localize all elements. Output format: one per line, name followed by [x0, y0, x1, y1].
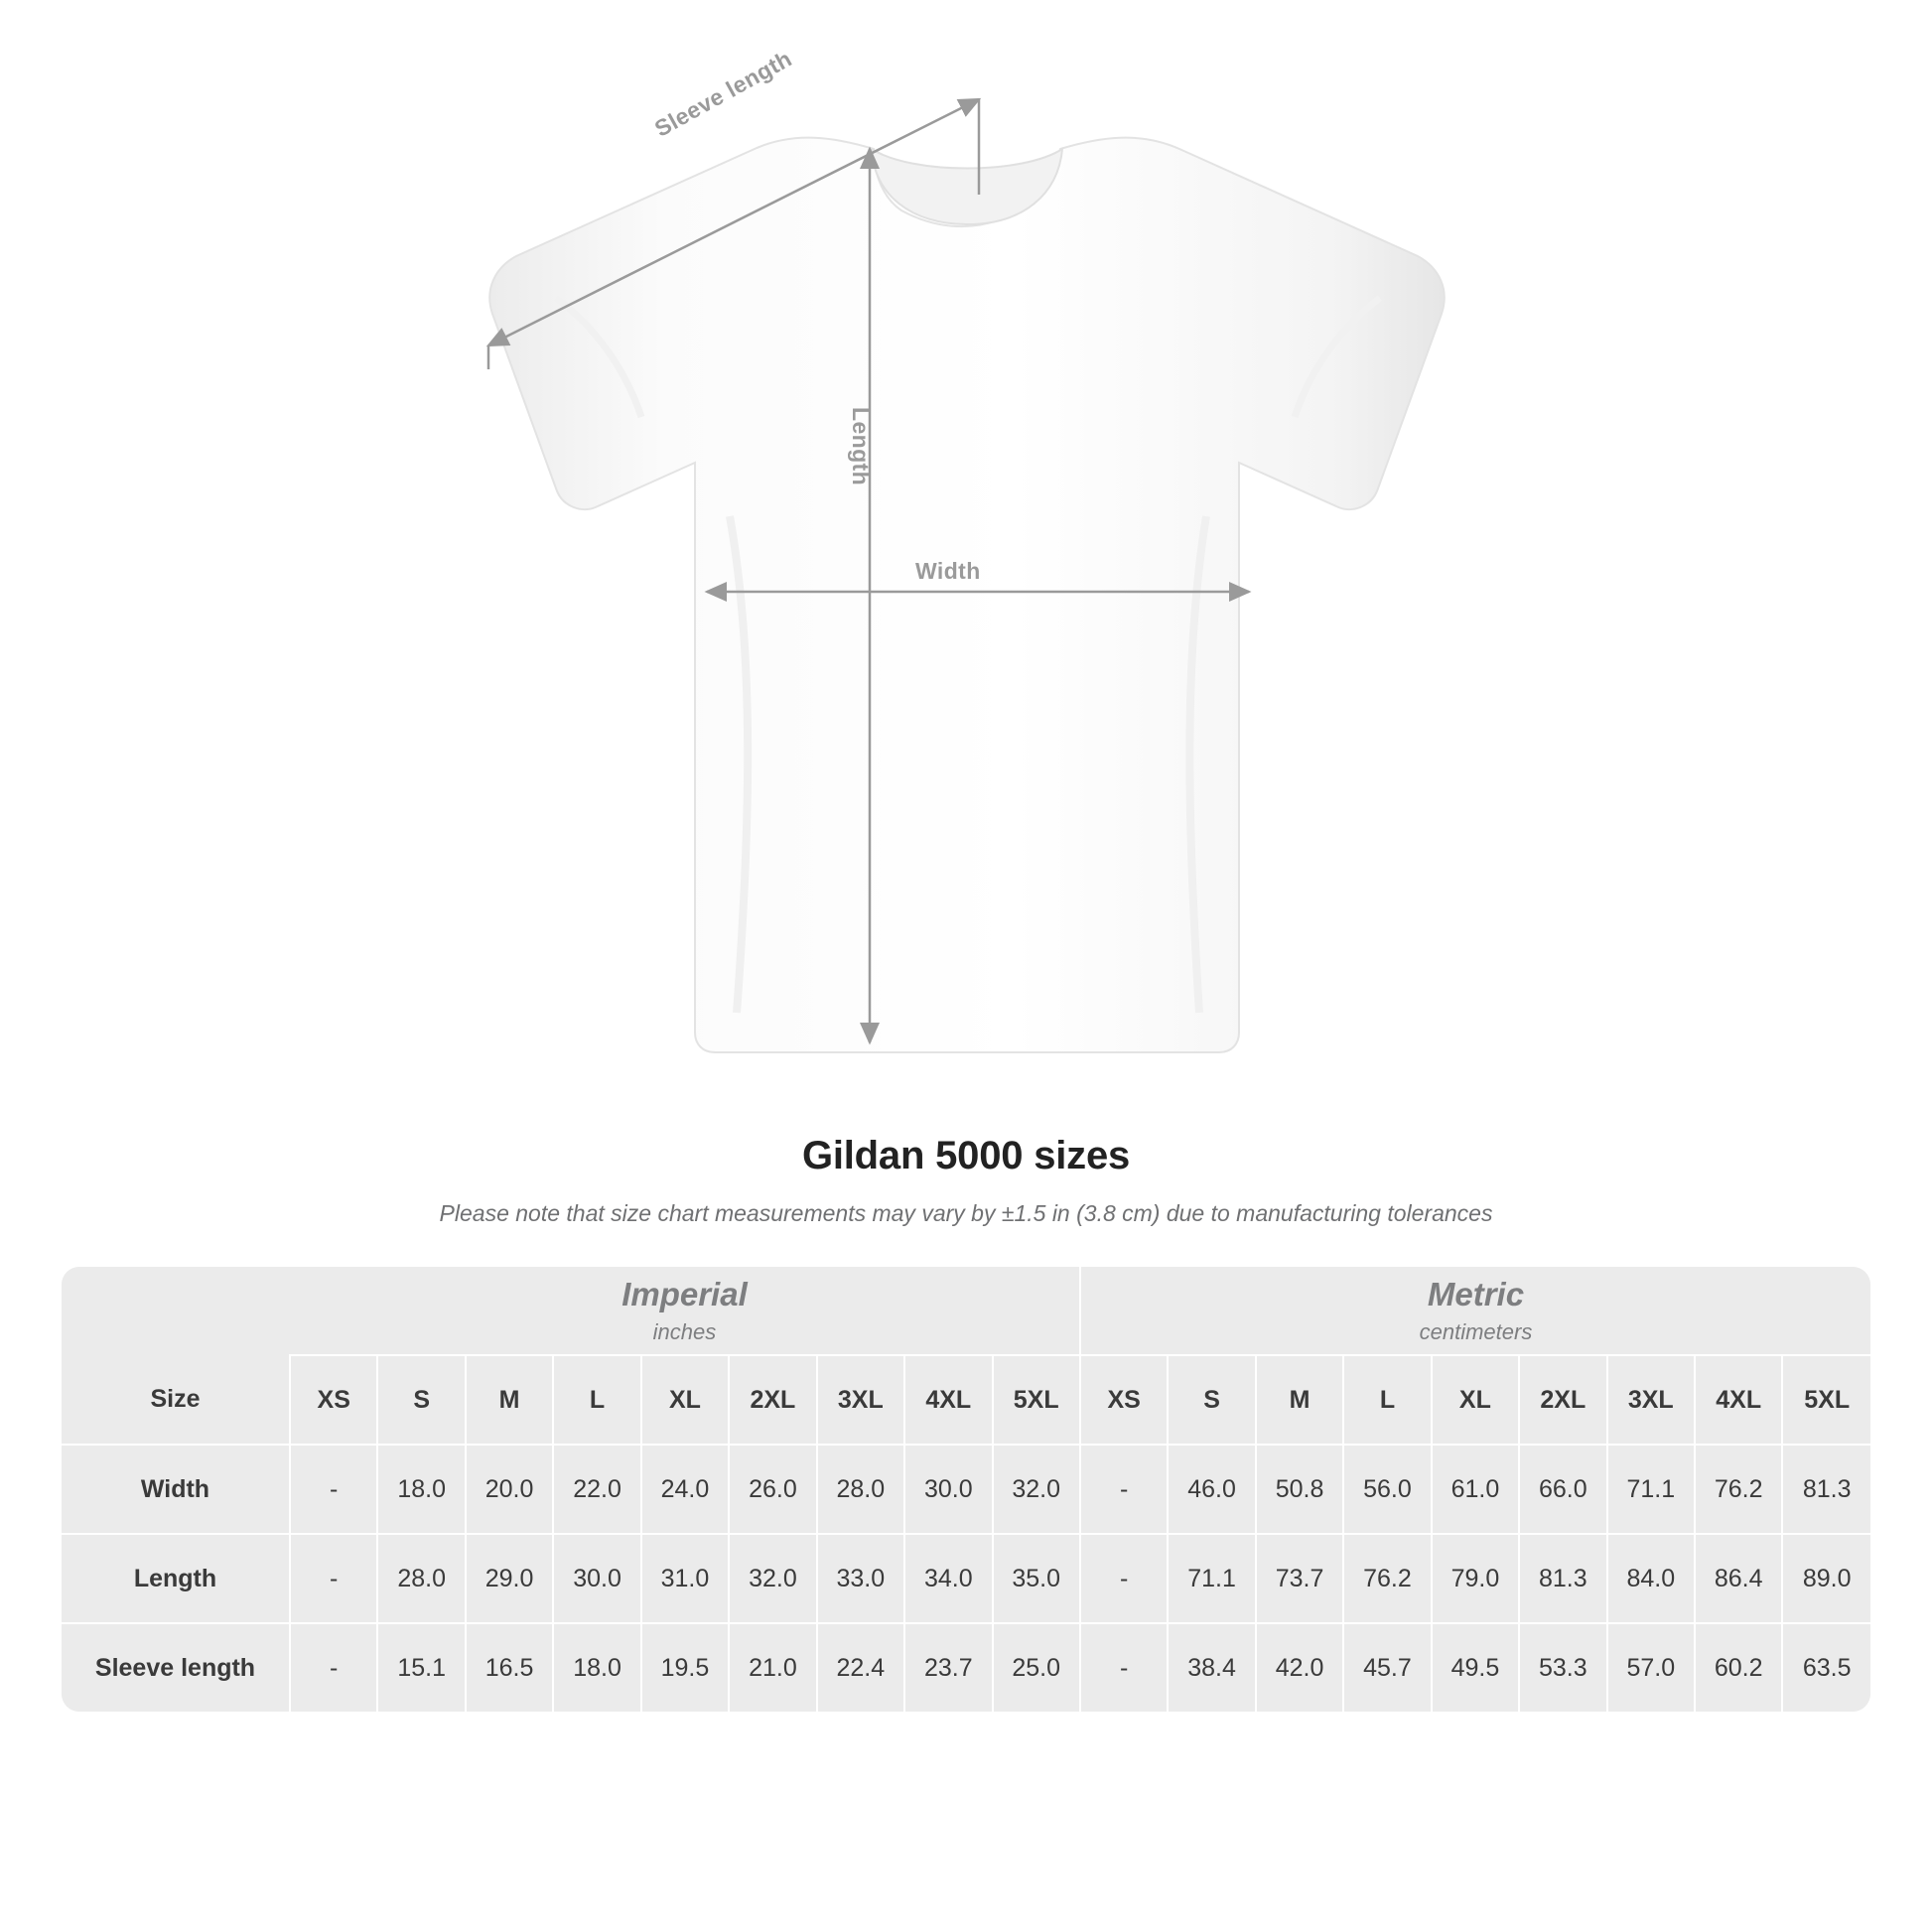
measurement-cell: 81.3	[1782, 1445, 1870, 1534]
measurement-cell: 21.0	[729, 1623, 816, 1712]
measurement-cell: 50.8	[1256, 1445, 1343, 1534]
measurement-cell: 49.5	[1432, 1623, 1519, 1712]
measurement-cell: 30.0	[553, 1534, 640, 1623]
measurement-cell: 28.0	[377, 1534, 465, 1623]
measurement-cell: 61.0	[1432, 1445, 1519, 1534]
measurement-cell: 60.2	[1695, 1623, 1782, 1712]
measurement-cell: -	[1080, 1623, 1168, 1712]
size-column-header: S	[377, 1355, 465, 1445]
measurement-cell: 15.1	[377, 1623, 465, 1712]
table-row	[62, 1623, 1870, 1712]
measurement-cell: 34.0	[904, 1534, 992, 1623]
page-title: Gildan 5000 sizes	[801, 1134, 1131, 1177]
measurement-cell: 63.5	[1782, 1623, 1870, 1712]
measurement-cell: 45.7	[1343, 1623, 1431, 1712]
measurement-cell: 16.5	[466, 1623, 553, 1712]
size-header-row	[62, 1355, 1870, 1445]
unit-name: Imperial	[621, 1276, 748, 1313]
measurement-cell: 29.0	[466, 1534, 553, 1623]
table-row	[62, 1445, 1870, 1534]
measurement-cell: 71.1	[1168, 1534, 1255, 1623]
measurement-cell: 56.0	[1343, 1445, 1431, 1534]
measurement-cell: 84.0	[1607, 1534, 1695, 1623]
length-label: Length	[848, 407, 874, 486]
width-label: Width	[915, 558, 981, 584]
measurement-cell: 22.0	[553, 1445, 640, 1534]
size-table	[62, 1267, 1870, 1712]
measurement-cell: 20.0	[466, 1445, 553, 1534]
measurement-cell: 57.0	[1607, 1623, 1695, 1712]
size-column-header: XS	[1080, 1355, 1168, 1445]
measurement-cell: 42.0	[1256, 1623, 1343, 1712]
unit-header-metric	[1080, 1267, 1870, 1355]
size-label-cell: Size	[62, 1355, 290, 1445]
unit-name: Metric	[1427, 1276, 1525, 1313]
size-column-header: 3XL	[817, 1355, 904, 1445]
measurement-cell: -	[290, 1445, 377, 1534]
measurement-cell: 32.0	[729, 1534, 816, 1623]
measurement-cell: 73.7	[1256, 1534, 1343, 1623]
size-table-container	[62, 1267, 1870, 1712]
measurement-cell: 53.3	[1519, 1623, 1606, 1712]
measurement-cell: 89.0	[1782, 1534, 1870, 1623]
measurement-cell: 24.0	[641, 1445, 729, 1534]
measurement-cell: 71.1	[1607, 1445, 1695, 1534]
size-column-header: 5XL	[1782, 1355, 1870, 1445]
size-column-header: 2XL	[1519, 1355, 1606, 1445]
measurement-cell: 81.3	[1519, 1534, 1606, 1623]
size-column-header: XL	[1432, 1355, 1519, 1445]
sleeve-length-label: Sleeve length	[650, 45, 796, 142]
measurement-cell: 46.0	[1168, 1445, 1255, 1534]
size-column-header: 5XL	[993, 1355, 1080, 1445]
measurement-cell: -	[1080, 1445, 1168, 1534]
measurement-cell: 18.0	[553, 1623, 640, 1712]
size-column-header: XS	[290, 1355, 377, 1445]
measurement-cell: 86.4	[1695, 1534, 1782, 1623]
size-column-header: 4XL	[904, 1355, 992, 1445]
measurement-cell: 19.5	[641, 1623, 729, 1712]
size-column-header: M	[1256, 1355, 1343, 1445]
measurement-cell: 23.7	[904, 1623, 992, 1712]
size-column-header: S	[1168, 1355, 1255, 1445]
measurement-cell: 18.0	[377, 1445, 465, 1534]
table-corner	[62, 1267, 290, 1355]
unit-sub: centimeters	[1419, 1318, 1533, 1344]
measurement-cell: 33.0	[817, 1534, 904, 1623]
measurement-cell: 25.0	[993, 1623, 1080, 1712]
size-column-header: M	[466, 1355, 553, 1445]
unit-sub: inches	[652, 1318, 717, 1344]
tolerance-note: Please note that size chart measurements may vary by ±1.5 in (3.8 cm) due to manufacturing tolerances	[439, 1200, 1493, 1226]
title-block	[0, 1134, 1932, 1227]
size-column-header: 4XL	[1695, 1355, 1782, 1445]
measurement-cell: 76.2	[1343, 1534, 1431, 1623]
measurement-cell: 76.2	[1695, 1445, 1782, 1534]
unit-header-row	[62, 1267, 1870, 1355]
measurement-cell: 30.0	[904, 1445, 992, 1534]
size-column-header: L	[553, 1355, 640, 1445]
measurement-cell: -	[290, 1623, 377, 1712]
row-label: Length	[62, 1534, 290, 1623]
table-row	[62, 1534, 1870, 1623]
size-column-header: XL	[641, 1355, 729, 1445]
row-label: Sleeve length	[62, 1623, 290, 1712]
measurement-cell: 28.0	[817, 1445, 904, 1534]
unit-header-imperial	[290, 1267, 1080, 1355]
measurement-cell: 38.4	[1168, 1623, 1255, 1712]
size-column-header: 2XL	[729, 1355, 816, 1445]
size-column-header: L	[1343, 1355, 1431, 1445]
measurement-cell: 26.0	[729, 1445, 816, 1534]
measurement-cell: -	[290, 1534, 377, 1623]
row-label: Width	[62, 1445, 290, 1534]
measurement-cell: 32.0	[993, 1445, 1080, 1534]
size-column-header: 3XL	[1607, 1355, 1695, 1445]
measurement-cell: 22.4	[817, 1623, 904, 1712]
measurement-cell: 31.0	[641, 1534, 729, 1623]
measurement-cell: 79.0	[1432, 1534, 1519, 1623]
tshirt-shape	[489, 138, 1444, 1052]
measurement-cell: 35.0	[993, 1534, 1080, 1623]
measurement-cell: -	[1080, 1534, 1168, 1623]
measurement-cell: 66.0	[1519, 1445, 1606, 1534]
